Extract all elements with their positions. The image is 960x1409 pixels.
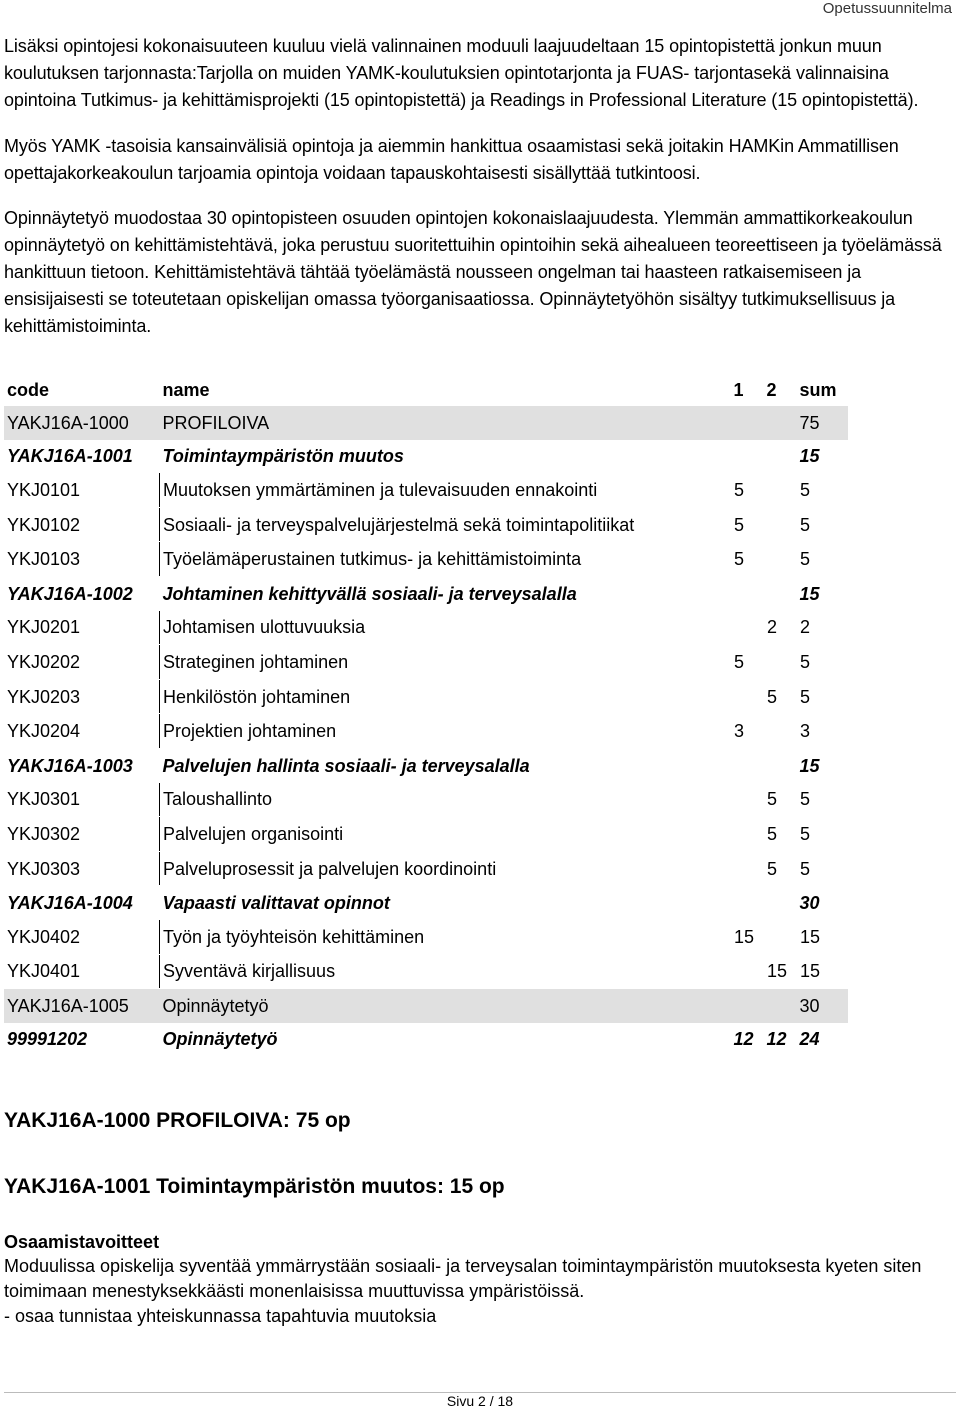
- cell-sum: 24: [799, 1029, 820, 1050]
- cell-col2: 5: [764, 851, 797, 886]
- cell-col2: [764, 507, 797, 542]
- table-row: [4, 406, 848, 440]
- cell-name: PROFILOIVA: [160, 406, 731, 440]
- cell-sum: 15: [797, 920, 849, 954]
- cell-code: YKJ0202: [4, 645, 160, 680]
- cell-col2: 2: [764, 611, 797, 645]
- table-row: [4, 783, 848, 817]
- cell-col1: [731, 748, 764, 782]
- cell-sum: 5: [797, 542, 849, 577]
- page-content: [4, 33, 956, 1329]
- section-heading-toimintaymparisto: YAKJ16A-1001 Toimintaympäristön muutos: 15 op: [4, 1175, 505, 1199]
- cell-name: Työelämäperustainen tutkimus- ja kehittämistoiminta: [160, 542, 731, 577]
- section-heading-profiloiva: YAKJ16A-1000 PROFILOIVA: 75 op: [4, 1109, 351, 1133]
- cell-col2: [764, 920, 797, 954]
- table-row: [4, 748, 848, 782]
- table-row: [4, 576, 848, 610]
- page-footer: [0, 1392, 960, 1409]
- cell-name: Opinnäytetyö: [160, 989, 731, 1023]
- cell-code: YAKJ16A-1001: [7, 446, 133, 467]
- cell-name: Vapaasti valittavat opinnot: [162, 893, 390, 914]
- cell-col2: [764, 886, 797, 920]
- cell-sum: 5: [797, 473, 849, 507]
- cell-code: YKJ0201: [4, 611, 160, 645]
- cell-col1: [731, 679, 764, 714]
- goals-text: [4, 1254, 956, 1329]
- cell-col2: [764, 473, 797, 507]
- cell-col2: [764, 440, 797, 474]
- intro-paragraph-3: Opinnäytetyö muodostaa 30 opintopisteen osuuden opintojen kokonaislaajuudesta. Ylemmän ammattikorkeakoulun opinnäytetyö on kehittämistehtävä, joka perustuu suoritettuihin opintoihin sekä aihealueen teoreettiseen ja työelämässä hankittuun tietoon. Kehittämistehtävä tähtää työelämästä nousseen ongelman tai haasteen ratkaisemiseen ja ensisijaisesti se toteutetaan opiskelijan omassa työorganisaatiossa. Opinnäytetyöhön sisältyy tutkimuksellisuus ja kehittämistoiminta.: [4, 208, 942, 336]
- header-name: name: [162, 380, 210, 400]
- cell-name: Johtaminen kehittyvällä sosiaali- ja terveysalalla: [162, 583, 577, 604]
- table-row: [4, 851, 848, 886]
- intro-paragraph-2: Myös YAMK -tasoisia kansainvälisiä opintoja ja aiemmin hankittua osaamistasi sekä joitakin HAMKin Ammatillisen opettajakorkeakoulun tarjoamia opintoja voidaan tapauskohtaisesti sisällyttää tutkintoosi.: [4, 136, 899, 183]
- cell-sum: 75: [797, 406, 849, 440]
- cell-col1: [731, 851, 764, 886]
- table-row: [4, 886, 848, 920]
- cell-sum: 5: [797, 817, 849, 852]
- cell-col2: [764, 576, 797, 610]
- cell-code: YKJ0302: [4, 817, 160, 852]
- header-code: code: [7, 380, 50, 400]
- cell-name: Strateginen johtaminen: [160, 645, 731, 680]
- table-row: [4, 542, 848, 577]
- cell-code: YAKJ16A-1002: [7, 583, 133, 604]
- cell-sum: 15: [799, 755, 820, 776]
- cell-col2: [764, 406, 797, 440]
- table-row: [4, 714, 848, 749]
- cell-col1: 15: [731, 920, 764, 954]
- table-row: [4, 440, 848, 474]
- table-row: [4, 954, 848, 989]
- cell-col1: [731, 576, 764, 610]
- cell-sum: 30: [799, 893, 820, 914]
- cell-code: YKJ0402: [4, 920, 160, 954]
- cell-name: Projektien johtaminen: [160, 714, 731, 749]
- cell-col2: 5: [764, 817, 797, 852]
- cell-code: YAKJ16A-1003: [7, 755, 133, 776]
- intro-paragraph-1: Lisäksi opintojesi kokonaisuuteen kuuluu vielä valinnainen moduuli laajuudeltaan 15 opintopistettä jonkun muun koulutuksen tarjonnasta:Tarjolla on muiden YAMK-koulutuksien opintotarjonta ja FUAS- tarjontasekä valinnaisina opintoina Tutkimus- ja kehittämisprojekti (15 opintopistettä) ja Readings in Professional Literature (15 opintopistettä).: [4, 36, 919, 110]
- cell-sum: 15: [799, 446, 820, 467]
- table-row: [4, 679, 848, 714]
- cell-col2: [764, 748, 797, 782]
- cell-name: Sosiaali- ja terveyspalvelujärjestelmä sekä toimintapolitiikat: [160, 507, 731, 542]
- cell-code: YKJ0102: [4, 507, 160, 542]
- cell-col2: [764, 542, 797, 577]
- table-row: [4, 611, 848, 645]
- cell-code: YKJ0101: [4, 473, 160, 507]
- curriculum-table: [4, 374, 848, 1056]
- subheading-osaamistavoitteet: Osaamistavoitteet: [4, 1232, 160, 1253]
- cell-sum: 5: [797, 507, 849, 542]
- table-row: [4, 817, 848, 852]
- cell-code: YKJ0203: [4, 679, 160, 714]
- cell-name: Johtamisen ulottuvuuksia: [160, 611, 731, 645]
- cell-sum: 15: [797, 954, 849, 989]
- cell-name: Opinnäytetyö: [162, 1029, 278, 1050]
- cell-name: Työn ja työyhteisön kehittäminen: [160, 920, 731, 954]
- cell-col1: 5: [731, 507, 764, 542]
- table-row: [4, 645, 848, 680]
- cell-col1: 12: [733, 1029, 754, 1050]
- table-row: [4, 989, 848, 1023]
- cell-code: YKJ0204: [4, 714, 160, 749]
- cell-col1: 3: [731, 714, 764, 749]
- table-row: [4, 507, 848, 542]
- cell-col2: 15: [764, 954, 797, 989]
- cell-sum: 5: [797, 645, 849, 680]
- cell-col1: 5: [731, 645, 764, 680]
- cell-col1: [731, 817, 764, 852]
- header-col1: 1: [733, 380, 744, 400]
- cell-name: Palvelujen organisointi: [160, 817, 731, 852]
- table-row: [4, 473, 848, 507]
- cell-code: YKJ0103: [4, 542, 160, 577]
- cell-name: Syventävä kirjallisuus: [160, 954, 731, 989]
- header-col2: 2: [766, 380, 777, 400]
- table-row: [4, 1023, 848, 1057]
- cell-name: Toimintaympäristön muutos: [162, 446, 404, 467]
- cell-name: Palveluprosessit ja palvelujen koordinointi: [160, 851, 731, 886]
- cell-col1: [731, 406, 764, 440]
- cell-name: Palvelujen hallinta sosiaali- ja terveysalalla: [162, 755, 530, 776]
- cell-code: YKJ0303: [4, 851, 160, 886]
- cell-code: YKJ0301: [4, 783, 160, 817]
- cell-sum: 30: [797, 989, 849, 1023]
- cell-col1: [731, 611, 764, 645]
- page-number: Sivu 2 / 18: [446, 1393, 514, 1409]
- cell-code: YKJ0401: [4, 954, 160, 989]
- table-row: [4, 920, 848, 954]
- cell-code: 99991202: [7, 1029, 88, 1050]
- cell-sum: 2: [797, 611, 849, 645]
- cell-code: YAKJ16A-1000: [4, 406, 160, 440]
- cell-col2: 12: [766, 1029, 787, 1050]
- cell-col2: 5: [764, 679, 797, 714]
- cell-col1: [731, 783, 764, 817]
- cell-col2: [764, 989, 797, 1023]
- cell-col1: 5: [731, 542, 764, 577]
- cell-code: YAKJ16A-1005: [4, 989, 160, 1023]
- goals-paragraph: Moduulissa opiskelija syventää ymmärrystään sosiaali- ja terveysalan toimintaympäristön muutoksesta kyeten siten toimimaan menestyksekkäästi monenlaisissa muuttuvissa ympäristöissä.: [4, 1256, 922, 1302]
- header-sum: sum: [799, 380, 837, 400]
- cell-sum: 3: [797, 714, 849, 749]
- cell-col1: [731, 440, 764, 474]
- cell-col2: [764, 645, 797, 680]
- table-header-row: [4, 374, 848, 406]
- goals-bullet: - osaa tunnistaa yhteiskunnassa tapahtuvia muutoksia: [4, 1306, 437, 1327]
- cell-sum: 5: [797, 679, 849, 714]
- cell-col2: [764, 714, 797, 749]
- cell-col2: 5: [764, 783, 797, 817]
- cell-col1: [731, 989, 764, 1023]
- cell-col1: [731, 886, 764, 920]
- cell-sum: 5: [797, 783, 849, 817]
- cell-sum: 5: [797, 851, 849, 886]
- cell-name: Henkilöstön johtaminen: [160, 679, 731, 714]
- cell-col1: [731, 954, 764, 989]
- cell-sum: 15: [799, 583, 820, 604]
- document-header: Opetussuunnitelma: [822, 0, 952, 17]
- cell-code: YAKJ16A-1004: [7, 893, 133, 914]
- cell-name: Muutoksen ymmärtäminen ja tulevaisuuden ennakointi: [160, 473, 731, 507]
- cell-name: Taloushallinto: [160, 783, 731, 817]
- cell-col1: 5: [731, 473, 764, 507]
